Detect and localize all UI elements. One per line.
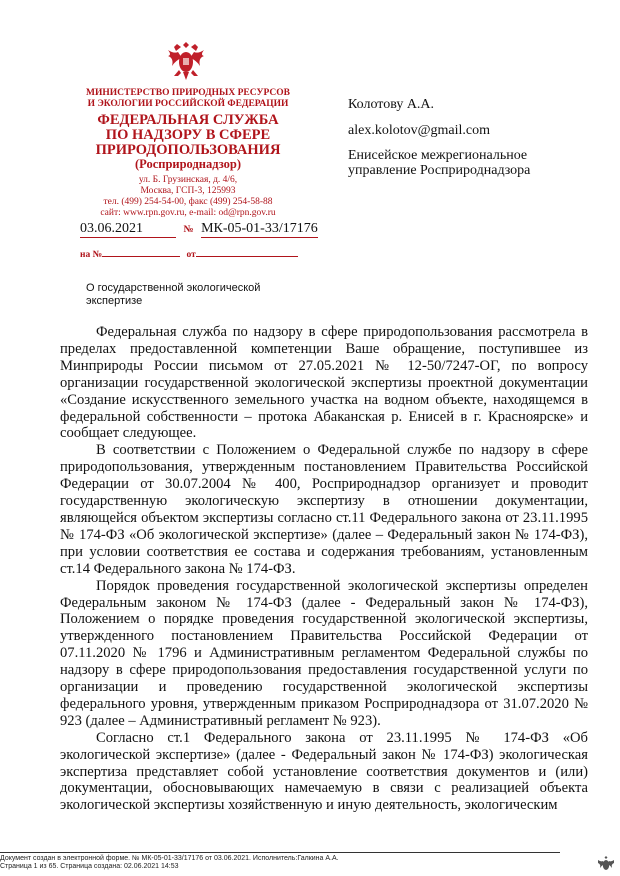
ministry-name — [68, 88, 308, 110]
recipient-block — [348, 96, 588, 187]
letter-number: МК-05-01-33/17176 — [201, 221, 318, 236]
letter-topic — [86, 282, 296, 308]
recipient-department — [348, 148, 588, 178]
double-headed-eagle-emblem-icon — [164, 38, 208, 84]
incoming-reference — [80, 246, 300, 260]
recipient-email: alex.kolotov@gmail.com — [348, 123, 490, 138]
letter-body — [60, 324, 588, 814]
reply-prefix: на № — [80, 250, 103, 260]
department-line-2: управление Росприроднадзора — [348, 163, 531, 178]
service-abbreviation: (Росприроднадзор) — [134, 157, 242, 171]
service-line-2: ПО НАДЗОРУ В СФЕРЕ — [105, 127, 271, 143]
address-line-2: Москва, ГСП-3, 125993 — [140, 186, 236, 196]
paragraph-2: В соответствии с Положением о Федеральной службе по надзору в сфере природопользования, утвержденным постановлением Правительства Российской Федерации от 30.07.2004 № 400, Росприроднадзор организует и проводит государственную экологическую экспертизу в отношении документации, являющейся объектом экспертизы согласно ст.11 Федерального закона от 23.11.1995 № 174-ФЗ «Об экологической экспертизе» (далее – Федеральный закон № 174-ФЗ), при условии соответствия ее состава и содержания требованиям, установленным ст.14 Федерального закона № 174-ФЗ. — [60, 442, 588, 577]
ministry-line-1: МИНИСТЕРСТВО ПРИРОДНЫХ РЕСУРСОВ — [86, 88, 290, 98]
reply-from-label: от — [186, 250, 196, 260]
department-line-1: Енисейское межрегиональное — [348, 148, 528, 163]
reply-number-blank — [102, 246, 180, 257]
service-line-3: ПРИРОДОПОЛЬЗОВАНИЯ — [95, 142, 281, 158]
paragraph-3: Порядок проведения государственной экологической экспертизы определен Федеральным законом № 174-ФЗ (далее - Федеральный закон № 174-ФЗ), Положением о порядке проведения государственной экологической экспертизы, утвержденного постановлением Правительства Российской Федерации от 07.11.2020 № 1796 и Административным регламентом Федеральной службы по надзору в сфере природопользования предоставления государственной услуги по организации и проведению государственной экологической экспертизы федерального уровня, утвержденным приказом Росприроднадзора от 31.07.2020 № 923 (далее – Административный регламент № 923). — [60, 577, 588, 729]
site-email: сайт: www.rpn.gov.ru, e-mail: od@rpn.gov.ru — [100, 208, 276, 218]
service-name — [68, 113, 308, 158]
number-sign: № — [183, 224, 194, 235]
sender-address — [68, 175, 308, 219]
footer-line-1: Документ создан в электронной форме. № МК-05-01-33/17176 от 03.06.2021. Исполнитель:Галкина А.А. — [0, 855, 339, 862]
letter-date: 03.06.2021 — [80, 221, 176, 238]
address-line-1: ул. Б. Грузинская, д. 4/6, — [138, 175, 238, 185]
phone-fax: тел. (499) 254-54-00, факс (499) 254-58-88 — [103, 197, 273, 207]
topic-line-2: экспертизе — [86, 295, 143, 307]
reply-date-blank — [196, 246, 298, 257]
service-line-1: ФЕДЕРАЛЬНАЯ СЛУЖБА — [97, 112, 279, 128]
recipient-name: Колотову А.А. — [348, 97, 435, 112]
footer-divider — [0, 852, 560, 853]
paragraph-4: Согласно ст.1 Федерального закона от 23.11.1995 № 174-ФЗ «Об экологической экспертизе» (далее - Федеральный закон № 174-ФЗ) экологическая экспертиза представляет собой установление соответствия документов и (или) документации, обосновывающих намечаемую в связи с реализацией объекта экологической экспертизы хозяйственную и иную деятельность, экологическим — [60, 729, 588, 814]
footer-emblem-icon — [596, 854, 616, 874]
footer-line-2: Страница 1 из 65. Страница создана: 02.06.2021 14:53 — [0, 863, 179, 870]
paragraph-1: Федеральная служба по надзору в сфере природопользования рассмотрела в пределах предоставленной компетенции Ваше обращение, поступившее из Минприроды России письмом от 27.05.2021 № 12-50/7247-ОГ, по вопросу организации государственной экологической экспертизы проектной документации «Создание искусственного земельного участка на водном объекте, находящемся в федеральной собственности – протока Абаканская р. Енисей в г. Красноярске» и сообщает следующее. — [60, 324, 588, 442]
topic-line-1: О государственной экологической — [86, 282, 261, 294]
page-footer — [0, 852, 560, 871]
outgoing-reference — [80, 221, 340, 238]
ministry-line-2: И ЭКОЛОГИИ РОССИЙСКОЙ ФЕДЕРАЦИИ — [87, 99, 289, 109]
